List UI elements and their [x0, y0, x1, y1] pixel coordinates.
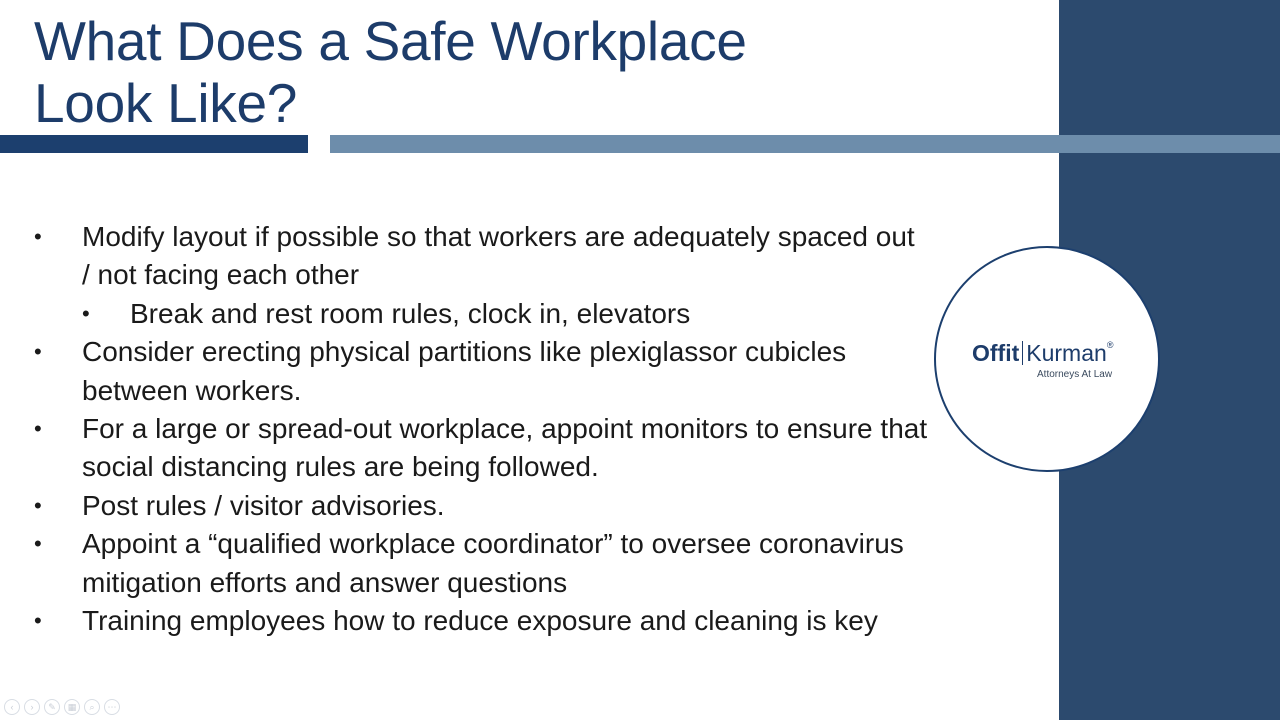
bullet-item	[0, 333, 930, 410]
bullet-dot: •	[34, 531, 42, 557]
bullet-text: Consider erecting physical partitions like plexiglassor cubicles between workers.	[82, 336, 847, 406]
bullet-text: Break and rest room rules, clock in, elevators	[130, 297, 691, 329]
logo-divider	[1022, 341, 1023, 365]
previous-icon[interactable]: ‹	[4, 699, 20, 715]
slides-icon[interactable]: ▦	[64, 699, 80, 715]
title-underline-light	[330, 135, 1280, 153]
bullet-text: For a large or spread-out workplace, appoint monitors to ensure that social distancing rules are being followed.	[82, 413, 928, 483]
bullet-item	[0, 602, 930, 640]
logo-registered-mark: ®	[1106, 340, 1114, 350]
title-line-1: What Does a Safe Workplace	[34, 10, 747, 72]
bullet-text: Training employees how to reduce exposure and cleaning is key	[82, 605, 878, 637]
logo-tagline: Attorneys At Law	[1037, 369, 1113, 380]
pen-icon[interactable]: ✎	[44, 699, 60, 715]
logo-name-part-2: Kurman	[1026, 340, 1107, 366]
bullet-item	[0, 525, 930, 602]
sub-bullet-item	[0, 295, 930, 333]
bullet-dot: •	[34, 224, 42, 249]
logo-wordmark	[972, 340, 1132, 367]
slideshow-controls	[4, 699, 120, 715]
next-icon[interactable]: ›	[24, 699, 40, 715]
bullet-text: Appoint a “qualified workplace coordinator” to oversee coronavirus mitigation efforts and answer questions	[82, 528, 904, 598]
slide-title	[34, 10, 934, 134]
bullet-dot: •	[34, 339, 42, 365]
firm-logo	[934, 246, 1160, 472]
bullet-item	[0, 487, 930, 525]
zoom-icon[interactable]: ⌕	[84, 699, 100, 715]
bullet-text: Post rules / visitor advisories.	[82, 489, 445, 521]
bullet-text: Modify layout if possible so that workers are adequately spaced out / not facing each other	[82, 221, 915, 291]
bullet-dot: •	[82, 300, 90, 326]
title-underline-dark	[0, 135, 308, 153]
bullet-list	[0, 218, 930, 640]
logo-name-part-1: Offit	[972, 340, 1020, 366]
bullet-dot: •	[34, 608, 42, 634]
title-line-2: Look Like?	[34, 72, 298, 134]
bullet-item	[0, 410, 930, 487]
bullet-dot: •	[34, 416, 42, 442]
bullet-dot: •	[34, 492, 42, 518]
more-icon[interactable]: ⋯	[104, 699, 120, 715]
bullet-item	[0, 218, 930, 295]
